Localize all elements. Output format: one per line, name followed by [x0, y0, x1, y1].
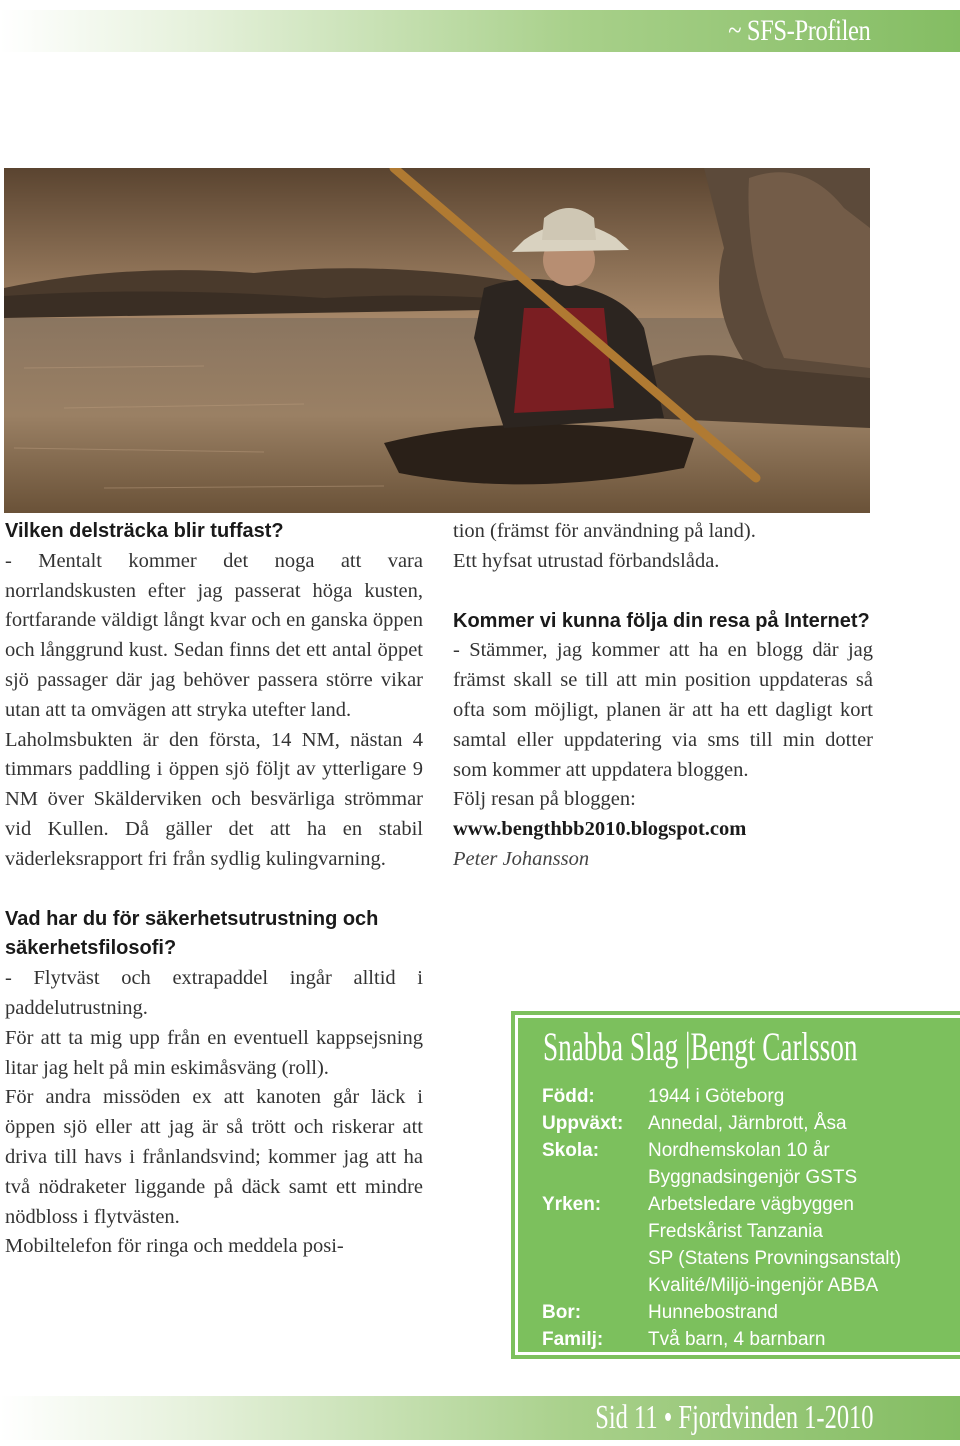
fact-row — [542, 1299, 942, 1326]
fact-key: Uppväxt: — [542, 1113, 624, 1134]
quick-facts-box — [511, 1011, 960, 1359]
answer-paragraph: För andra missöden ex att kanoten går läck i öppen sjö eller att jag är så trött och riskerar att driva till havs i frånlandsvind; kommer jag att ha två nödraketer liggande på däck samt ett mindre nödbloss i flytvästen. — [5, 1086, 423, 1228]
fact-key: Född: — [542, 1086, 595, 1107]
fact-key: Familj: — [542, 1329, 604, 1350]
answer-paragraph: Ett hyfsat utrustad förbandslåda. — [453, 549, 720, 572]
fact-key: Bor: — [542, 1302, 582, 1323]
right-column — [453, 517, 873, 875]
question-toughest-stage: Vilken delsträcka blir tuffast? — [5, 520, 284, 542]
fact-value-line: Annedal, Järnbrott, Åsa — [648, 1113, 847, 1134]
page-footer-label: Sid 11 • Fjordvinden 1-2010 — [595, 1399, 874, 1436]
fact-key: Skola: — [542, 1140, 600, 1161]
left-column — [5, 517, 423, 1262]
fact-value — [648, 1299, 942, 1326]
footer-bar — [0, 1396, 960, 1440]
fact-value-line: Fredskårist Tanzania — [648, 1221, 823, 1242]
answer-paragraph: Mobiltelefon för ringa och meddela posi- — [5, 1235, 344, 1258]
fact-row — [542, 1110, 942, 1137]
answer-paragraph: tion (främst för användning på land). — [453, 520, 756, 542]
quick-facts-list — [542, 1083, 942, 1353]
author-byline: Peter Johansson — [453, 847, 590, 870]
fact-value — [648, 1110, 942, 1137]
answer-paragraph: - Mentalt kommer det noga att vara norrlandskusten efter jag passerat höga kusten, fortfarande väldigt långt kvar och en ganska öppen och långgrund kust. Sedan finns det ett antal öppet sjö passager där jag behöver passera större vikar utan att ta omvägen att stryka utefter land. — [5, 549, 423, 721]
fact-value — [648, 1083, 942, 1110]
fact-value — [648, 1326, 942, 1353]
fact-value — [648, 1191, 942, 1299]
fact-row — [542, 1083, 942, 1110]
fact-value-line: Nordhemskolan 10 år — [648, 1140, 830, 1161]
fact-key: Yrken: — [542, 1194, 602, 1215]
fact-value-line: SP (Statens Provningsanstalt) — [648, 1248, 902, 1269]
fact-row — [542, 1326, 942, 1353]
question-internet: Kommer vi kunna följa din resa på Internet? — [453, 609, 870, 632]
fact-value-line: Kvalité/Miljö-ingenjör ABBA — [648, 1275, 879, 1296]
question-safety: Vad har du för säkerhetsutrustning och säkerhetsfilosofi? — [5, 907, 379, 960]
answer-paragraph: För att ta mig upp från en eventuell kappsejsning litar jag helt på min eskimåsväng (roll). — [5, 1026, 423, 1079]
answer-paragraph: Laholmsbukten är den första, 14 NM, nästan 4 timmars paddling i öppen sjö följt av ytterligare 9 NM över Skälderviken och besvärliga strömmar vid Kullen. Då gäller det att ha en stabil väderleksrapport fri från sydlig kulingvarning. — [5, 728, 423, 870]
kayaker-photo — [4, 168, 870, 513]
fact-value-line: Arbetsledare vägbyggen — [648, 1194, 854, 1215]
section-label: ~ SFS-Profilen — [727, 14, 870, 47]
fact-value-line: Byggnadsingenjör GSTS — [648, 1167, 858, 1188]
fact-value-line: Två barn, 4 barnbarn — [648, 1329, 826, 1350]
fact-value-line: Hunnebostrand — [648, 1302, 778, 1323]
answer-paragraph: Följ resan på bloggen: — [453, 788, 636, 811]
fact-row — [542, 1191, 942, 1299]
fact-row — [542, 1137, 942, 1191]
blog-link[interactable]: www.bengthbb2010.blogspot.com — [453, 818, 747, 841]
fact-value-line: 1944 i Göteborg — [648, 1086, 785, 1107]
quick-facts-title: Snabba Slag |Bengt Carlsson — [543, 1024, 858, 1069]
fact-value — [648, 1137, 942, 1191]
answer-paragraph: - Flytväst och extrapaddel ingår alltid i paddelutrustning. — [5, 967, 423, 1019]
answer-paragraph: - Stämmer, jag kommer att ha en blogg där jag främst skall se till att min position uppdateras så ofta som möjligt, planen är att ha ett dagligt kort samtal eller uppdatering via sms till min dotter som kommer att uppdatera bloggen. — [453, 639, 873, 781]
header-bar — [0, 10, 960, 52]
